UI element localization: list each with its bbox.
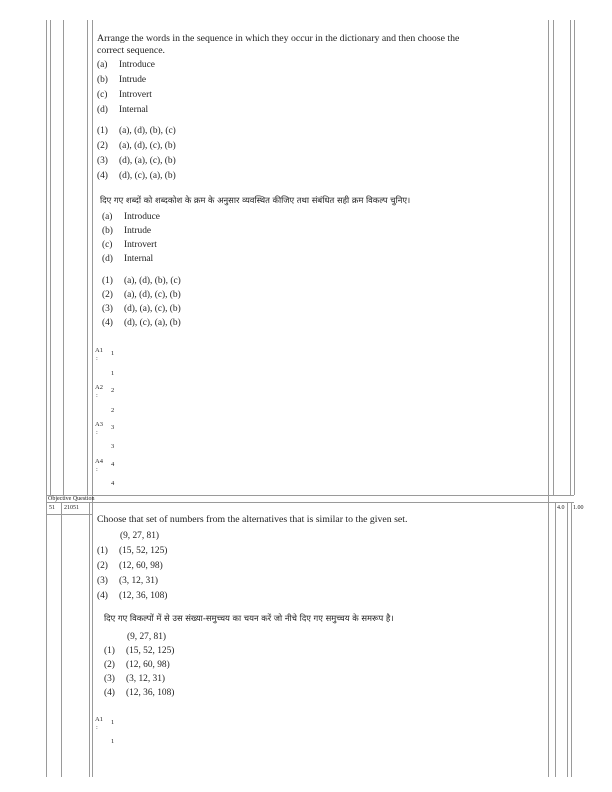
q2-cell-divider-2 [89, 503, 90, 777]
q1-english-stem-line2: correct sequence. [97, 45, 165, 56]
q2-negative-marks: 1.00 [573, 505, 584, 511]
q1-answer-1-label: A1 [95, 347, 103, 354]
q2-answer-1-label: A1 [95, 716, 103, 723]
q2-choice-3: (3) (3, 12, 31) [97, 576, 159, 586]
q2-hi-choice-1: (1) (15, 52, 125) [104, 646, 175, 656]
q1-hi-word-c: (c) Introvert [102, 240, 157, 250]
q1-hi-choice-2: (2) (a), (d), (c), (b) [102, 290, 181, 300]
table-border-right-4 [574, 20, 575, 495]
q2-hi-choice-3: (3) (3, 12, 31) [104, 674, 166, 684]
table-border-right-1 [548, 20, 549, 777]
q2-given-set: (9, 27, 81) [120, 531, 160, 541]
q2-choice-2: (2) (12, 60, 98) [97, 561, 163, 571]
q2-answer-1-text: 1 [111, 738, 115, 745]
q2-marks: 4.0 [557, 505, 565, 511]
q1-choice-1: (1) (a), (d), (b), (c) [97, 126, 176, 136]
q1-answer-4-colon: : [96, 466, 98, 473]
row-divider [46, 514, 92, 515]
section-divider-bottom [46, 502, 574, 503]
q2-marks-divider-3 [571, 503, 572, 777]
q2-cell-divider-1 [61, 503, 62, 777]
q2-choice-4: (4) (12, 36, 108) [97, 591, 168, 601]
table-border-content [92, 20, 93, 777]
q1-english-stem-line1: Arrange the words in the sequence in which they occur in the dictionary and then choose the [97, 33, 460, 44]
q1-word-a: (a) Introduce [97, 60, 155, 70]
q1-answer-3-colon: : [96, 429, 98, 436]
q2-marks-divider-1 [555, 503, 556, 777]
q1-hi-word-a: (a) Introduce [102, 212, 160, 222]
q2-answer-1-value: 1 [111, 719, 115, 726]
q1-answer-3-label: A3 [95, 421, 103, 428]
q1-hi-word-b: (b) Intrude [102, 226, 152, 236]
q1-hi-choice-3: (3) (d), (a), (c), (b) [102, 304, 181, 314]
q1-word-b: (b) Intrude [97, 75, 147, 85]
q1-choice-4: (4) (d), (c), (a), (b) [97, 171, 176, 181]
q1-word-d: (d) Internal [97, 105, 149, 115]
q1-choice-2: (2) (a), (d), (c), (b) [97, 141, 176, 151]
q2-answer-1-colon: : [96, 724, 98, 731]
q1-answer-2-label: A2 [95, 384, 103, 391]
q1-answer-2-colon: : [96, 392, 98, 399]
q2-english-stem: Choose that set of numbers from the alternatives that is similar to the given set. [97, 514, 408, 525]
q2-hi-choice-2: (2) (12, 60, 98) [104, 660, 170, 670]
q1-answer-2-text: 2 [111, 407, 115, 414]
table-border-right-3 [570, 20, 571, 495]
table-border-left [46, 20, 47, 777]
q1-answer-4-value: 4 [111, 461, 115, 468]
table-border-right-2 [553, 20, 554, 495]
table-border-inner-1 [50, 20, 51, 495]
q1-word-c: (c) Introvert [97, 90, 152, 100]
q2-choice-1: (1) (15, 52, 125) [97, 546, 168, 556]
q1-answer-1-text: 1 [111, 370, 115, 377]
q2-id: 21051 [64, 505, 79, 511]
table-border-inner-3 [87, 20, 88, 495]
q2-hi-given-set: (9, 27, 81) [127, 632, 167, 642]
q1-hi-word-d: (d) Internal [102, 254, 154, 264]
q2-hi-choice-4: (4) (12, 36, 108) [104, 688, 175, 698]
q1-hindi-stem: दिए गए शब्दों को शब्दकोश के क्रम के अनुसार व्यवस्थित कीजिए तथा संबंधित सही क्रम विकल्प चुनिए। [100, 195, 411, 205]
q2-hindi-stem: दिए गए विकल्पों में से उस संख्या-समुच्चय का चयन करें जो नीचे दिए गए समुच्चय के समरूप है। [104, 613, 394, 623]
q1-answer-2-value: 2 [111, 387, 115, 394]
q1-answer-3-text: 3 [111, 443, 115, 450]
q1-hi-choice-4: (4) (d), (c), (a), (b) [102, 318, 181, 328]
q1-hi-choice-1: (1) (a), (d), (b), (c) [102, 276, 181, 286]
q1-answer-3-value: 3 [111, 424, 115, 431]
section-divider-top [46, 495, 574, 496]
q1-answer-1-colon: : [96, 355, 98, 362]
q2-marks-divider-2 [567, 503, 568, 777]
q2-serial: 51 [49, 505, 55, 511]
q1-choice-3: (3) (d), (a), (c), (b) [97, 156, 176, 166]
q1-answer-1-value: 1 [111, 350, 115, 357]
table-border-inner-2 [63, 20, 64, 495]
q1-answer-4-label: A4 [95, 458, 103, 465]
section-label: Objective Question [48, 496, 95, 502]
q1-answer-4-text: 4 [111, 480, 115, 487]
